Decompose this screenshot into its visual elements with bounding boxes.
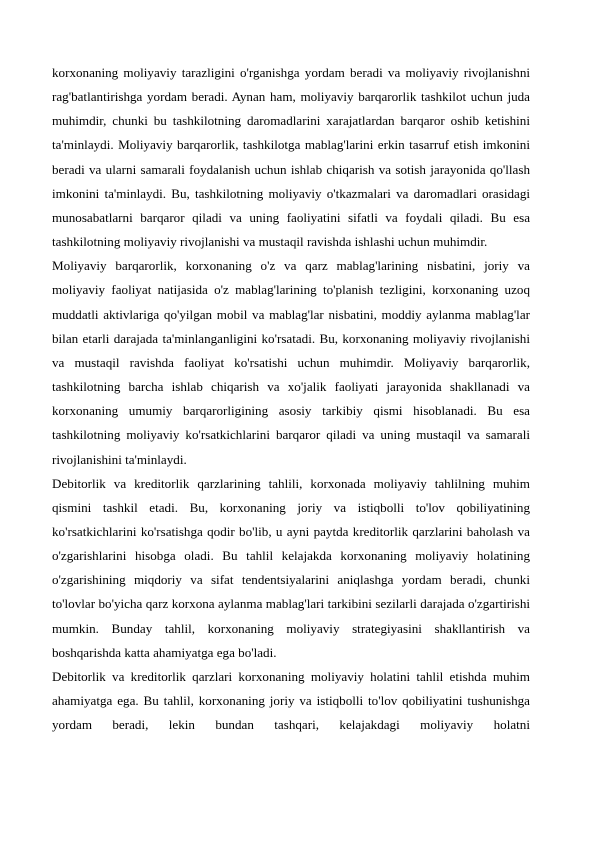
paragraph-receivables-payables-importance: Debitorlik va kreditorlik qarzlari korxonaning moliyaviy holatini tahlil etishda muhim ahamiyatga ega. Bu tahlil, korxonaning joriy va istiqbolli to'lov qobiliyatini tushunishga yordam beradi, lekin bundan tashqari, kelajakdagi moliyaviy holatni <box>52 668 530 733</box>
paragraph-financial-stability-definition: Moliyaviy barqarorlik, korxonaning o'z va qarz mablag'larining nisbatini, joriy va moliyaviy faoliyat natijasida o'z mablag'larining to'planish tezligini, korxonaning uzoq muddatli aktivlariga qo'yilgan mobil va mablag'lar nisbatini, moddiy aylanma mablag'lar bilan etarli darajada ta'minlanganligini ko'rsatadi. Bu, korxonaning moliyaviy rivojlanishi va mustaqil ravishda faoliyat ko'rsatishi uchun muhimdir. Moliyaviy barqarorlik, tashkilotning barcha ishlab chiqarish va xo'jalik faoliyati jarayonida shakllanadi va korxonaning umumiy barqarorligining asosiy tarkibiy qismi hisoblanadi. Bu esa tashkilotning moliyaviy ko'rsatkichlarini barqaror qiladi va uning mustaqil va samarali rivojlanishini ta'minlaydi. <box>52 258 530 467</box>
paragraph-receivables-payables-analysis: Debitorlik va kreditorlik qarzlarining tahlili, korxonada moliyaviy tahlilning muhim qismini tashkil etadi. Bu, korxonaning joriy va istiqbolli to'lov qobiliyatining ko'rsatkichlarini ko'rsatishga qodir bo'lib, u ayni paytda kreditorlik qarzlarini baholash va o'zgarishlarini hisobga oladi. Bu tahlil kelajakda korxonaning moliyaviy holatining o'zgarishining miqdoriy va sifat tendentsiyalarini aniqlashga yordam beradi, chunki to'lovlar bo'yicha qarz korxona aylanma mablag'lari tarkibini sezilarli darajada o'zgartirishi mumkin. Bunday tahlil, korxonaning moliyaviy strategiyasini shakllantirish va boshqarishda katta ahamiyatga ega bo'ladi. <box>52 475 530 660</box>
document-page <box>52 61 530 737</box>
paragraph-financial-stability-intro: korxonaning moliyaviy tarazligini o'rganishga yordam beradi va moliyaviy rivojlanishni rag'batlantirishga yordam beradi. Aynan ham, moliyaviy barqarorlik tashkilot uchun juda muhimdir, chunki bu tashkilotning daromadlarini xarajatlardan barqaror oshib ketishini ta'minlaydi. Moliyaviy barqarorlik, tashkilotga mablag'larini erkin tasarruf etish imkonini beradi va ularni samarali foydalanish uchun ishlab chiqarish va sotish jarayonida qo'llash imkonini ta'minlaydi. Bu, tashkilotning moliyaviy o'tkazmalari va daromadlari orasidagi munosabatlarni barqaror qiladi va uning faoliyatini sifatli va foydali qiladi. Bu esa tashkilotning moliyaviy rivojlanishi va mustaqil ravishda ishlashi uchun muhimdir. <box>52 65 530 250</box>
